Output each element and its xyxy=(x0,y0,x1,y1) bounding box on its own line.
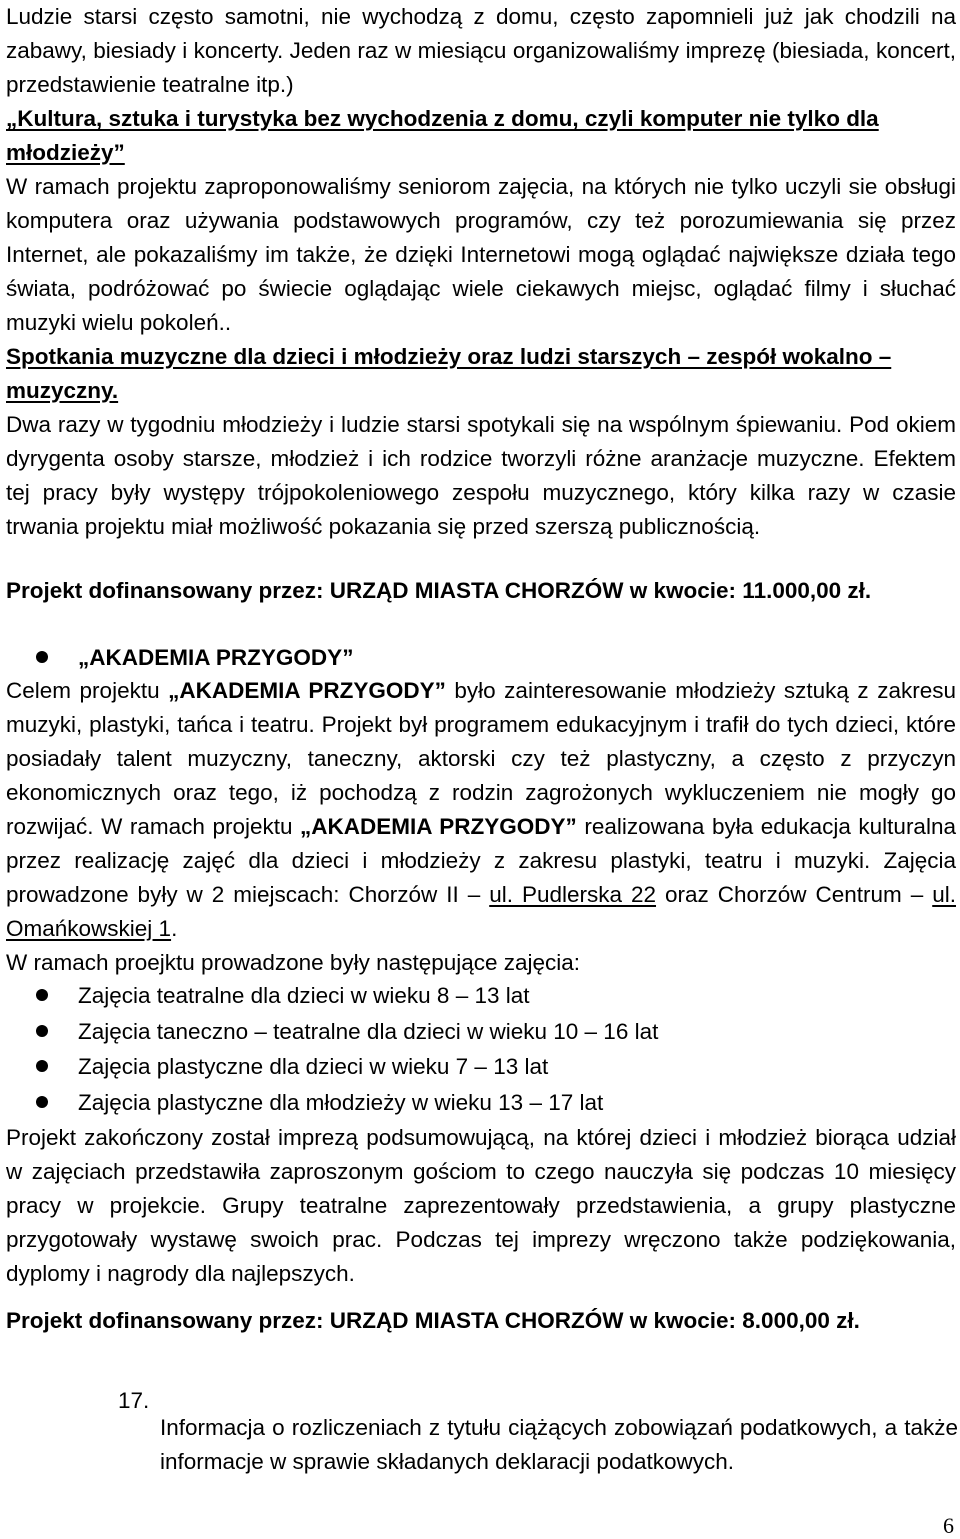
address-pudlerska: ul. Pudlerska 22 xyxy=(489,882,657,907)
classes-intro: W ramach proejktu prowadzone były następujące zajęcia: xyxy=(6,950,581,975)
academy-heading-list xyxy=(6,640,956,676)
bullet-icon xyxy=(36,651,48,663)
academy-text-1: Celem projektu xyxy=(6,678,169,703)
bullet-icon xyxy=(36,1060,48,1072)
academy-text-2: było zainteresowanie młodzieży sztuką z zakresu muzyki, plastyki, tańca i teatru. Projekt był programem edukacyjnym i trafił do tych dzieci, które posiadały talent muzyczny, taneczny, aktorski czy też plastyczny, a często z przyczyn ekonomicznych oraz tego, iż pochodzą z rodzin zagrożonych wykluczeniem nie mogły go rozwijać. W ramach projektu xyxy=(6,678,956,839)
culture-section-title: „Kultura, sztuka i turystyka bez wychodzenia z domu, czyli komputer nie tylko dla młodzieży” xyxy=(6,106,879,165)
culture-section-body: W ramach projektu zaproponowaliśmy seniorom zajęcia, na których nie tylko uczyli sie obsługi komputera oraz używania podstawowych programów, czy też porozumiewania się przez Internet, ale pokazaliśmy im także, że dzięki Internetowi mogą oglądać największe działa tego świata, podróżować po świecie oglądając wiele ciekawych miejsc, oglądać filmy i słuchać muzyki wielu pokoleń.. xyxy=(6,174,956,335)
address-omankowskiej: ul. Omańkowskiej 1 xyxy=(6,882,956,941)
bullet-icon xyxy=(36,1025,48,1037)
academy-text-3: realizowana była edukacja kulturalna przez realizację zajęć dla dzieci i młodzieży z zakresu plastyki, teatru i muzyki. Zajęcia prowadzone były w 2 miejscach: Chorzów II – xyxy=(6,814,956,907)
numbered-item-17 xyxy=(118,1388,958,1501)
academy-name-1: „AKADEMIA PRZYGODY” xyxy=(168,678,446,703)
classes-list xyxy=(6,978,956,1120)
bullet-icon xyxy=(36,989,48,1001)
academy-paragraph xyxy=(6,674,956,946)
academy-funding: Projekt dofinansowany przez: URZĄD MIASTA CHORZÓW w kwocie: 8.000,00 zł. xyxy=(6,1308,860,1333)
list-item: Zajęcia plastyczne dla młodzieży w wieku 13 – 17 lat xyxy=(6,1085,956,1121)
bullet-icon xyxy=(36,1096,48,1108)
music-funding: Projekt dofinansowany przez: URZĄD MIASTA CHORZÓW w kwocie: 11.000,00 zł. xyxy=(6,578,872,603)
academy-summary-paragraph: Projekt zakończony został imprezą podsumowującą, na której dzieci i młodzież biorąca udział w zajęciach przedstawiła zaproszonym gościom to czego nauczyła się podczas 10 miesięcy pracy w projekcie. Grupy teatralne zaprezentowały przedstawienia, a grupy plastyczne przygotowały wystawę swoich prac. Podczas tej imprezy wręczono także podziękowania, dyplomy i nagrody dla najlepszych. xyxy=(6,1125,956,1286)
academy-text-4: oraz Chorzów Centrum – xyxy=(656,882,933,907)
music-section-body: Dwa razy w tygodniu młodzieży i ludzie starsi spotykali się na wspólnym śpiewaniu. Pod okiem dyrygenta osoby starsze, młodzież i ich rodzice tworzyli różne aranżacje muzyczne. Efektem tej pracy były występy trójpokoleniowego zespołu muzycznego, który kilka razy w czasie trwania projektu miał możliwość pokazania się przed szerszą publicznością. xyxy=(6,412,956,539)
intro-paragraph: Ludzie starsi często samotni, nie wychodzą z domu, często zapomnieli już jak chodzili na zabawy, biesiady i koncerty. Jeden raz w miesiącu organizowaliśmy imprezę (biesiada, koncert, przedstawienie teatralne itp.) xyxy=(6,4,956,97)
item-text: Informacja o rozliczeniach z tytułu ciążących zobowiązań podatkowych, a także informacje w sprawie składanych deklaracji podatkowych. xyxy=(160,1414,958,1474)
item-number: 17. xyxy=(118,1388,150,1413)
list-item: Zajęcia plastyczne dla dzieci w wieku 7 – 13 lat xyxy=(6,1049,956,1085)
academy-name-2: „AKADEMIA PRZYGODY” xyxy=(300,814,577,839)
music-section-title: Spotkania muzyczne dla dzieci i młodzieży oraz ludzi starszych – zespół wokalno – muzyczny. xyxy=(6,344,892,403)
list-item: Zajęcia teatralne dla dzieci w wieku 8 – 13 lat xyxy=(6,978,956,1014)
list-item: Zajęcia taneczno – teatralne dla dzieci w wieku 10 – 16 lat xyxy=(6,1014,956,1050)
academy-heading-item xyxy=(6,640,956,676)
page-number: 6 xyxy=(943,1513,954,1538)
academy-text-5: . xyxy=(171,916,178,941)
academy-heading: „AKADEMIA PRZYGODY” xyxy=(78,645,354,670)
